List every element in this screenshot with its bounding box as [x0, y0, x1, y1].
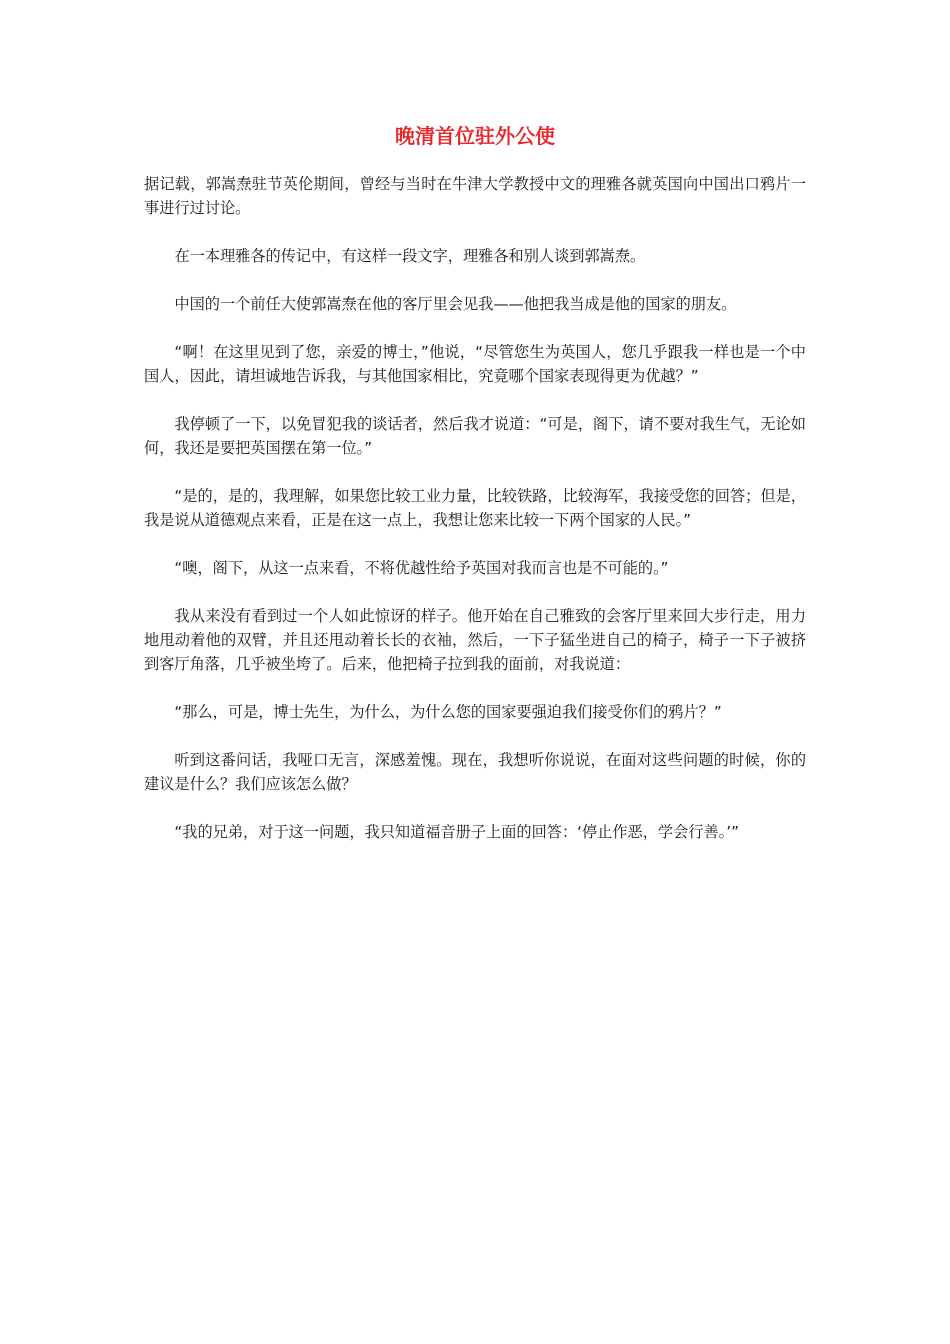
document-title: 晚清首位驻外公使 — [395, 124, 555, 148]
document-body — [144, 172, 806, 868]
paragraph-9: “那么，可是，博士先生，为什么，为什么您的国家要强迫我们接受你们的鸦片？” — [174, 703, 722, 721]
paragraph-5: 我停顿了一下，以免冒犯我的谈话者，然后我才说道：“可是，阁下，请不要对我生气，无论如何，我还是要把英国摆在第一位。” — [144, 415, 806, 457]
paragraph-3: 中国的一个前任大使郭嵩焘在他的客厅里会见我——他把我当成是他的国家的朋友。 — [174, 295, 737, 313]
paragraph-8: 我从来没有看到过一个人如此惊讶的样子。他开始在自己雅致的会客厅里来回大步行走，用力地甩动着他的双臂，并且还甩动着长长的衣袖，然后，一下子猛坐进自己的椅子，椅子一下子被挤到客厅角落，几乎被坐垮了。后来，他把椅子拉到我的面前，对我说道： — [144, 607, 806, 673]
paragraph-11: “我的兄弟，对于这一问题，我只知道福音册子上面的回答：‘停止作恶，学会行善。’” — [174, 823, 739, 841]
paragraph-4: “啊！在这里见到了您，亲爱的博士，”他说，“尽管您生为英国人，您几乎跟我一样也是一个中国人，因此，请坦诚地告诉我，与其他国家相比，究竟哪个国家表现得更为优越？” — [144, 343, 806, 385]
paragraph-7: “噢，阁下，从这一点来看，不将优越性给予英国对我而言也是不可能的。” — [174, 559, 669, 577]
paragraph-1: 据记载，郭嵩焘驻节英伦期间，曾经与当时在牛津大学教授中文的理雅各就英国向中国出口鸦片一事进行过讨论。 — [144, 175, 806, 217]
paragraph-10: 听到这番问话，我哑口无言，深感羞愧。现在，我想听你说说，在面对这些问题的时候，你的建议是什么？我们应该怎么做？ — [144, 751, 806, 793]
paragraph-6: “是的，是的，我理解，如果您比较工业力量，比较铁路，比较海军，我接受您的回答；但是，我是说从道德观点来看，正是在这一点上，我想让您来比较一下两个国家的人民。” — [144, 487, 806, 529]
paragraph-2: 在一本理雅各的传记中，有这样一段文字，理雅各和别人谈到郭嵩焘。 — [174, 247, 646, 265]
